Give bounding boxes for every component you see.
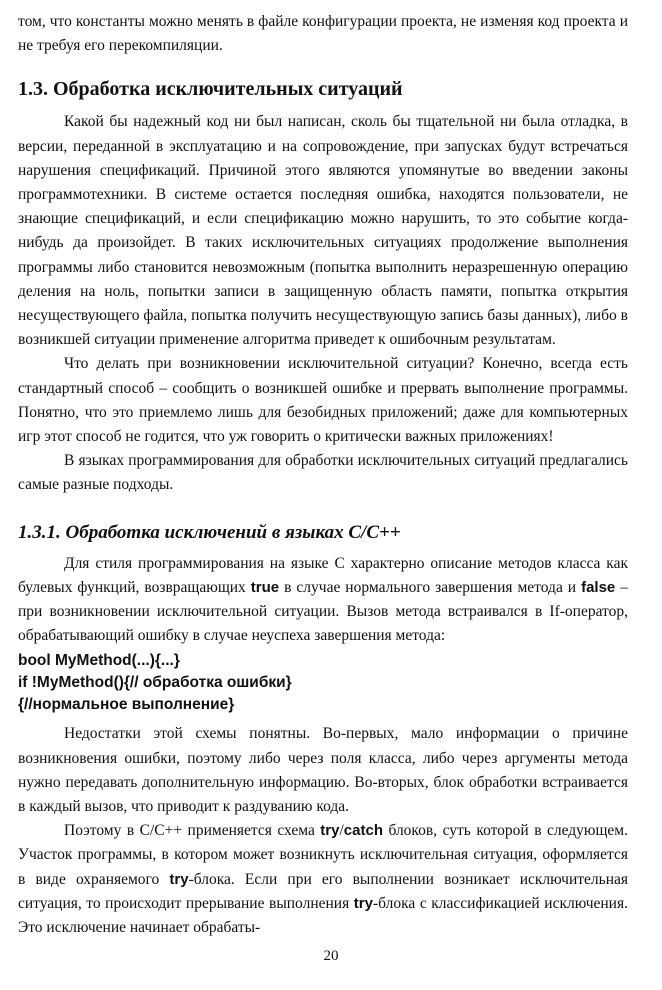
text-segment: / xyxy=(339,822,344,840)
section-paragraph-3: В языках программирования для обработки исключительных ситуаций предлагались самые разные подходы. xyxy=(18,452,628,494)
keyword-catch: catch xyxy=(343,822,383,840)
section-paragraph-2: Что делать при возникновении исключительной ситуации? Конечно, всегда есть стандартный способ – сообщить о возникшей ошибке и прервать выполнение программы. Понятно, что это приемлемо лишь для безобидных приложений; даже для компьютерных игр этот способ не годится, что уж говорить о критически важных приложениях! xyxy=(18,355,628,446)
keyword-try: try xyxy=(169,870,189,888)
keyword-try: try xyxy=(353,894,373,912)
code-line: if !MyMethod(){// обработка ошибки} xyxy=(18,674,292,692)
keyword-try: try xyxy=(320,822,340,840)
subsection-paragraph-3 xyxy=(18,819,628,940)
text-segment: -блока. Если при его выполнении возникает исключительная ситуация, то происходит прерывание выполнения xyxy=(18,870,629,912)
text-segment: Для стиля программирования на языке С характерно описание методов класса как булевых функций, возвращающих xyxy=(18,554,628,596)
text-segment: блоков, суть которой в следующем. Участок программы, в котором может возникнуть исключительная ситуация, оформляется в виде охраняемого xyxy=(18,822,628,888)
page-content xyxy=(18,10,628,940)
subsection-paragraph-2: Недостатки этой схемы понятны. Во-первых, мало информации о причине возникновения ошибки, поэтому либо через поля класса, либо через аргументы метода нужно передавать дополнительную информацию. Во-вторых, блок обработки встраивается в каждый вызов, что приводит к раздуванию кода. xyxy=(18,725,628,816)
code-line: {//нормальное выполнение} xyxy=(18,696,235,714)
subsection-paragraph-1 xyxy=(18,552,628,649)
keyword-false: false xyxy=(581,578,616,596)
keyword-true: true xyxy=(250,578,280,596)
subsection-heading: 1.3.1. Обработка исключений в языках С/С++ xyxy=(18,521,401,543)
text-segment: -блока с классификацией исключения. Это исключение начинает обрабаты- xyxy=(18,894,628,937)
code-block xyxy=(18,650,628,716)
page-number: 20 xyxy=(323,948,339,964)
section-heading: 1.3. Обработка исключительных ситуаций xyxy=(18,78,403,101)
code-line: bool MyMethod(...){...} xyxy=(18,652,180,670)
intro-paragraph: том, что константы можно менять в файле конфигурации проекта, не изменяя код проекта и не требуя его перекомпиляции. xyxy=(18,13,628,55)
text-segment: – при возникновении исключительной ситуации. Вызов метода встраивался в If-оператор, обрабатывающий ошибку в случае неуспеха завершения метода: xyxy=(18,578,629,645)
text-segment: Поэтому в С/С++ применяется схема xyxy=(64,822,321,840)
section-paragraph-1: Какой бы надежный код ни был написан, сколь бы тщательной ни была отладка, в версии, переданной в эксплуатацию и на сопровождение, при запусках будут встречаться нарушения спецификаций. Причиной этого являются упомянутые во введении законы программотехники. В системе остается последняя ошибка, находятся пользователи, не знающие спецификаций, и если спецификацию можно нарушить, то это событие когда-нибудь да произойдет. В таких исключительных ситуациях продолжение выполнения программы либо становится невозможным (попытка выполнить неразрешенную операцию деления на ноль, попытки записи в защищенную область памяти, попытка открытия несуществующего файла, попытка получить несуществующую запись базы данных), либо в возникшей ситуации применение алгоритма приведет к ошибочным результатам. xyxy=(18,113,628,349)
text-segment: в случае нормального завершения метода и xyxy=(279,578,582,596)
